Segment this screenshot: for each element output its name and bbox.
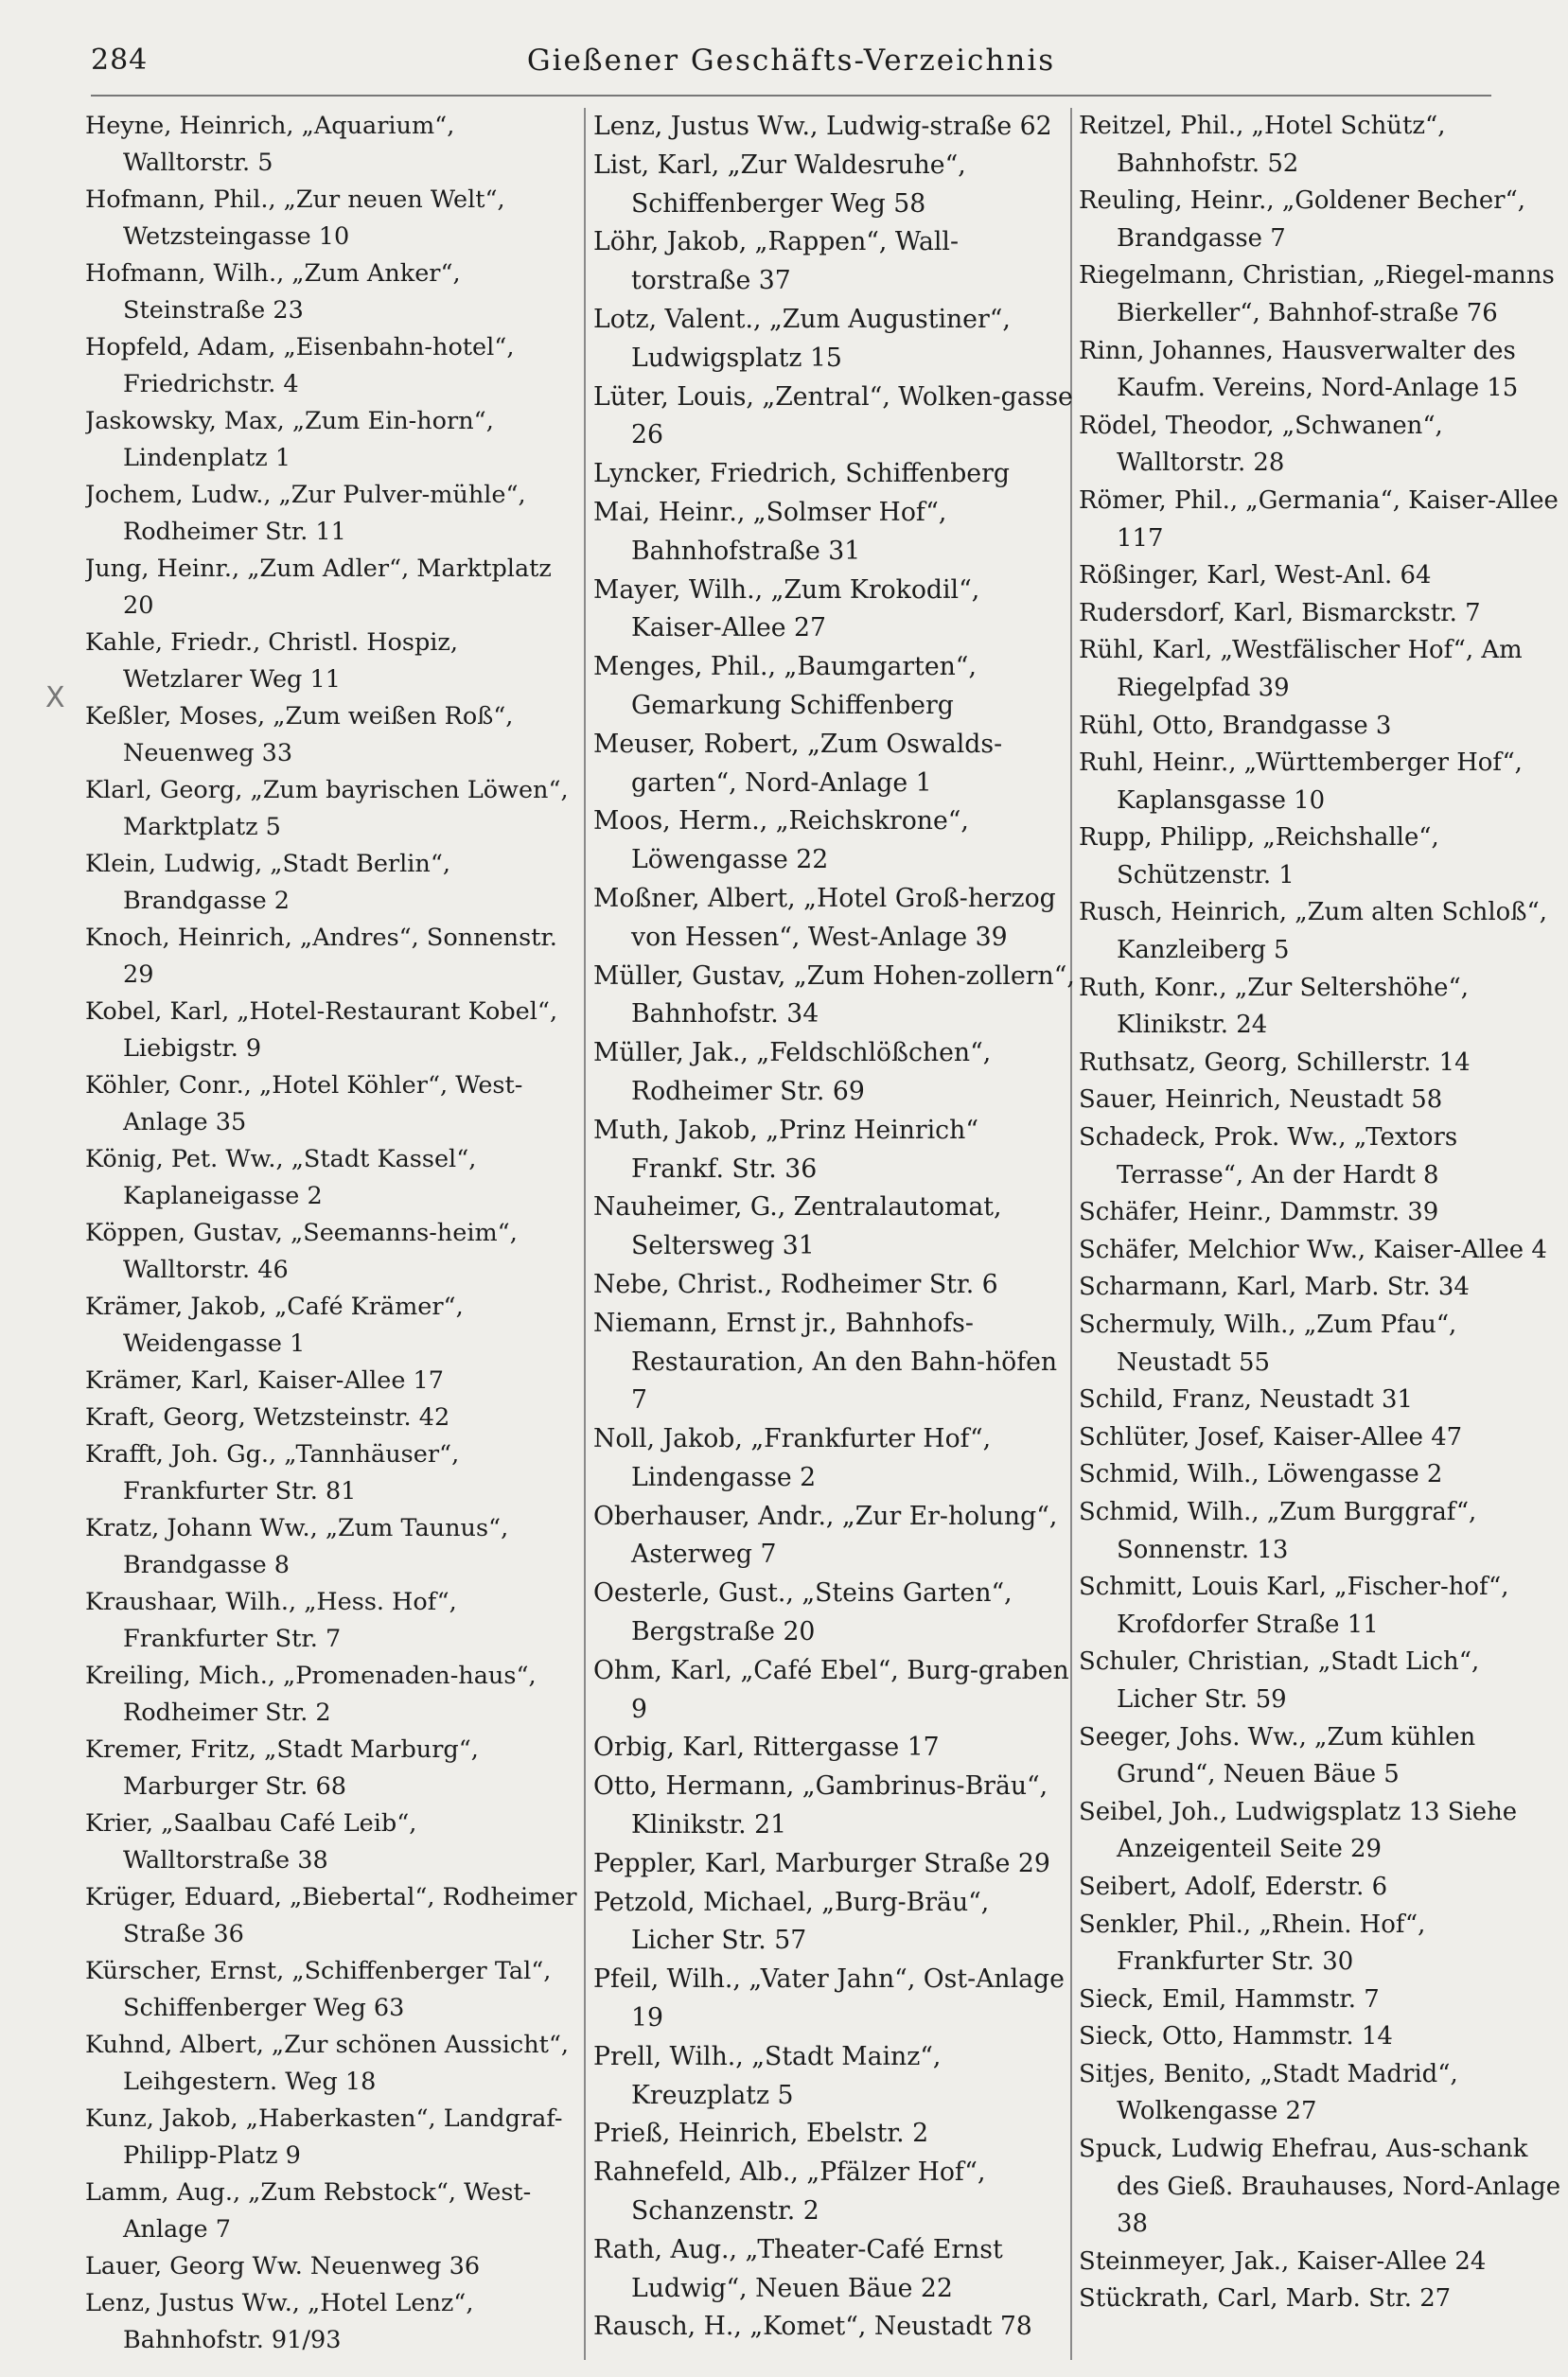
directory-entry: Schuler, Christian, „Stadt Lich“, Licher Str. 59 [1079, 1647, 1480, 1714]
directory-entry: Rödel, Theodor, „Schwanen“, Walltorstr. 28 [1079, 411, 1443, 478]
directory-entry: Rühl, Otto, Brandgasse 3 [1079, 711, 1392, 740]
directory-entry: Krämer, Jakob, „Café Krämer“, Weidengasse 1 [85, 1293, 464, 1358]
directory-entry: Seeger, Johs. Ww., „Zum kühlen Grund“, Neuen Bäue 5 [1079, 1722, 1476, 1789]
directory-entry: Löhr, Jakob, „Rappen“, Wall-torstraße 37 [593, 227, 959, 296]
directory-entry: Rinn, Johannes, Hausverwalter des Kaufm. Vereins, Nord-Anlage 15 [1079, 336, 1519, 403]
directory-entry: Petzold, Michael, „Burg-Bräu“, Licher Str. 57 [593, 1887, 990, 1956]
directory-entry: Mayer, Wilh., „Zum Krokodil“, Kaiser-Allee 27 [593, 574, 980, 643]
directory-entry: Ruth, Konr., „Zur Seltershöhe“, Klinikstr. 24 [1079, 973, 1469, 1040]
directory-entry: Riegelmann, Christian, „Riegel-manns Bierkeller“, Bahnhof-straße 76 [1079, 261, 1555, 327]
directory-entry: Hofmann, Phil., „Zur neuen Welt“, Wetzsteingasse 10 [85, 185, 505, 251]
directory-entry: Rupp, Philipp, „Reichshalle“, Schützenstr. 1 [1079, 823, 1439, 889]
directory-entry: Scharmann, Karl, Marb. Str. 34 [1079, 1273, 1470, 1302]
margin-mark: X [45, 681, 65, 714]
directory-entry: Ohm, Karl, „Café Ebel“, Burg-graben 9 [593, 1655, 1069, 1724]
directory-entry: Oberhauser, Andr., „Zur Er-holung“, Asterweg 7 [593, 1501, 1058, 1570]
directory-entry: Muth, Jakob, „Prinz Heinrich“ Frankf. Str. 36 [593, 1115, 978, 1184]
column-divider [584, 108, 586, 2360]
directory-entry: Sieck, Otto, Hammstr. 14 [1079, 2022, 1393, 2051]
page-number: 284 [91, 44, 149, 77]
directory-entry: Otto, Hermann, „Gambrinus-Bräu“, Klinikstr. 21 [593, 1771, 1048, 1840]
directory-entry: Krämer, Karl, Kaiser-Allee 17 [85, 1366, 444, 1395]
directory-entry: Kremer, Fritz, „Stadt Marburg“, Marburger Str. 68 [85, 1735, 479, 1801]
directory-entry: Kuhnd, Albert, „Zur schönen Aussicht“, Leihgestern. Weg 18 [85, 2031, 570, 2096]
page-header [91, 40, 1491, 87]
directory-entry: Schäfer, Heinr., Dammstr. 39 [1079, 1198, 1439, 1227]
directory-entry: Sitjes, Benito, „Stadt Madrid“, Wolkengasse 27 [1079, 2059, 1458, 2126]
directory-entry: Spuck, Ludwig Ehefrau, Aus-schank des Gieß. Brauhauses, Nord-Anlage 38 [1079, 2135, 1561, 2239]
directory-entry: Rühl, Karl, „Westfälischer Hof“, Am Riegelpfad 39 [1079, 636, 1523, 702]
directory-entry: Lauer, Georg Ww. Neuenweg 36 [85, 2252, 481, 2280]
directory-entry: Schmitt, Louis Karl, „Fischer-hof“, Krofdorfer Straße 11 [1079, 1573, 1509, 1639]
directory-entry: Lamm, Aug., „Zum Rebstock“, West-Anlage 7 [85, 2178, 532, 2244]
directory-column-1 [85, 108, 577, 2369]
directory-entry: Jochem, Ludw., „Zur Pulver-mühle“, Rodheimer Str. 11 [85, 481, 526, 546]
directory-entry: List, Karl, „Zur Waldesruhe“, Schiffenberger Weg 58 [593, 150, 966, 219]
directory-column-2 [593, 108, 1076, 2369]
directory-entry: Rahnefeld, Alb., „Pfälzer Hof“, Schanzenstr. 2 [593, 2157, 986, 2227]
directory-entry: Jung, Heinr., „Zum Adler“, Marktplatz 20 [85, 555, 552, 620]
directory-entry: Heyne, Heinrich, „Aquarium“, Walltorstr. 5 [85, 112, 455, 177]
directory-entry: Noll, Jakob, „Frankfurter Hof“, Lindengasse 2 [593, 1424, 992, 1492]
directory-entry: Müller, Gustav, „Zum Hohen-zollern“, Bahnhofstr. 34 [593, 960, 1075, 1030]
directory-entry: Klein, Ludwig, „Stadt Berlin“, Brandgasse 2 [85, 850, 450, 915]
directory-entry: Prell, Wilh., „Stadt Mainz“, Kreuzplatz 5 [593, 2041, 942, 2110]
directory-entry: Krüger, Eduard, „Biebertal“, Rodheimer Straße 36 [85, 1883, 577, 1948]
directory-column-3 [1079, 108, 1561, 2369]
directory-entry: Kobel, Karl, „Hotel-Restaurant Kobel“, Liebigstr. 9 [85, 997, 558, 1063]
directory-entry: Köppen, Gustav, „Seemanns-heim“, Walltorstr. 46 [85, 1219, 518, 1284]
directory-entry: Reitzel, Phil., „Hotel Schütz“, Bahnhofstr. 52 [1079, 112, 1446, 178]
directory-entry: Schäfer, Melchior Ww., Kaiser-Allee 4 [1079, 1235, 1547, 1264]
directory-entry: Reuling, Heinr., „Goldener Becher“, Brandgasse 7 [1079, 186, 1525, 253]
directory-entry: Lyncker, Friedrich, Schiffenberg [593, 459, 1010, 489]
directory-entry: Rausch, H., „Komet“, Neustadt 78 [593, 2312, 1032, 2342]
directory-entry: Meuser, Robert, „Zum Oswalds-garten“, Nord-Anlage 1 [593, 729, 1003, 798]
header-rule [91, 95, 1491, 97]
running-title: Gießener Geschäfts-Verzeichnis [526, 44, 1056, 78]
directory-entry: Niemann, Ernst jr., Bahnhofs-Restauration, An den Bahn-höfen 7 [593, 1308, 1058, 1416]
directory-entry: Lenz, Justus Ww., „Hotel Lenz“, Bahnhofstr. 91/93 [85, 2289, 474, 2354]
directory-entry: Schmid, Wilh., „Zum Burggraf“, Sonnenstr. 13 [1079, 1497, 1477, 1564]
directory-entry: Nebe, Christ., Rodheimer Str. 6 [593, 1269, 998, 1299]
directory-entry: Schild, Franz, Neustadt 31 [1079, 1385, 1413, 1415]
directory-entry: Hofmann, Wilh., „Zum Anker“, Steinstraße 23 [85, 259, 461, 325]
directory-entry: Römer, Phil., „Germania“, Kaiser-Allee 117 [1079, 485, 1559, 553]
directory-entry: Menges, Phil., „Baumgarten“, Gemarkung Schiffenberg [593, 652, 977, 720]
directory-entry: Lüter, Louis, „Zentral“, Wolken-gasse 26 [593, 381, 1073, 450]
directory-entry: Schermuly, Wilh., „Zum Pfau“, Neustadt 55 [1079, 1311, 1457, 1377]
directory-entry: Lotz, Valent., „Zum Augustiner“, Ludwigsplatz 15 [593, 304, 1011, 373]
directory-entry: Schlüter, Josef, Kaiser-Allee 47 [1079, 1422, 1463, 1452]
directory-entry: Senkler, Phil., „Rhein. Hof“, Frankfurter Str. 30 [1079, 1910, 1426, 1977]
directory-entry: Jaskowsky, Max, „Zum Ein-horn“, Lindenplatz 1 [85, 407, 494, 472]
directory-entry: Rößinger, Karl, West-Anl. 64 [1079, 561, 1432, 590]
directory-entry: Lenz, Justus Ww., Ludwig-straße 62 [593, 112, 1052, 141]
directory-entry: Nauheimer, G., Zentralautomat, Seltersweg 31 [593, 1192, 1002, 1261]
directory-entry: Sauer, Heinrich, Neustadt 58 [1079, 1085, 1443, 1115]
directory-entry: Köhler, Conr., „Hotel Köhler“, West-Anlage 35 [85, 1071, 523, 1136]
directory-entry: Stückrath, Carl, Marb. Str. 27 [1079, 2284, 1452, 2314]
directory-entry: Krier, „Saalbau Café Leib“, Walltorstraße 38 [85, 1809, 417, 1875]
directory-entry: Peppler, Karl, Marburger Straße 29 [593, 1848, 1050, 1878]
directory-entry: Kreiling, Mich., „Promenaden-haus“, Rodheimer Str. 2 [85, 1662, 537, 1727]
directory-entry: Steinmeyer, Jak., Kaiser-Allee 24 [1079, 2246, 1487, 2276]
directory-entry: Keßler, Moses, „Zum weißen Roß“, Neuenweg 33 [85, 702, 514, 767]
directory-entry: Kahle, Friedr., Christl. Hospiz, Wetzlarer Weg 11 [85, 628, 458, 694]
directory-entry: Ruhl, Heinr., „Württemberger Hof“, Kaplansgasse 10 [1079, 748, 1523, 815]
directory-entry: Prieß, Heinrich, Ebelstr. 2 [593, 2119, 929, 2149]
directory-entry: Seibel, Joh., Ludwigsplatz 13 Siehe Anzeigenteil Seite 29 [1079, 1797, 1518, 1864]
directory-entry: Kraushaar, Wilh., „Hess. Hof“, Frankfurter Str. 7 [85, 1588, 457, 1653]
directory-entry: Orbig, Karl, Rittergasse 17 [593, 1733, 940, 1763]
directory-entry: Rath, Aug., „Theater-Café Ernst Ludwig“, Neuen Bäue 22 [593, 2234, 1003, 2303]
directory-entry: Schmid, Wilh., Löwengasse 2 [1079, 1460, 1443, 1489]
directory-entry: Oesterle, Gust., „Steins Garten“, Bergstraße 20 [593, 1578, 1013, 1647]
directory-entry: Krafft, Joh. Gg., „Tannhäuser“, Frankfurter Str. 81 [85, 1440, 460, 1505]
directory-entry: Sieck, Emil, Hammstr. 7 [1079, 1984, 1380, 2014]
directory-entry: Ruthsatz, Georg, Schillerstr. 14 [1079, 1048, 1471, 1077]
directory-entry: Kratz, Johann Ww., „Zum Taunus“, Brandgasse 8 [85, 1514, 509, 1579]
directory-entry: Kunz, Jakob, „Haberkasten“, Landgraf-Philipp-Platz 9 [85, 2104, 563, 2170]
directory-entry: Moßner, Albert, „Hotel Groß-herzog von Hessen“, West-Anlage 39 [593, 883, 1056, 952]
directory-entry: Pfeil, Wilh., „Vater Jahn“, Ost-Anlage 19 [593, 1964, 1065, 2034]
directory-entry: Schadeck, Prok. Ww., „Textors Terrasse“, An der Hardt 8 [1079, 1123, 1458, 1189]
directory-entry: Knoch, Heinrich, „Andres“, Sonnenstr. 29 [85, 924, 557, 989]
directory-entry: Moos, Herm., „Reichskrone“, Löwengasse 22 [593, 806, 969, 875]
directory-entry: Kürscher, Ernst, „Schiffenberger Tal“, Schiffenberger Weg 63 [85, 1957, 552, 2022]
directory-entry: Seibert, Adolf, Ederstr. 6 [1079, 1872, 1388, 1901]
directory-entry: Müller, Jak., „Feldschlößchen“, Rodheimer Str. 69 [593, 1038, 992, 1106]
directory-entry: König, Pet. Ww., „Stadt Kassel“, Kaplaneigasse 2 [85, 1145, 477, 1210]
directory-entry: Rusch, Heinrich, „Zum alten Schloß“, Kanzleiberg 5 [1079, 898, 1547, 965]
directory-entry: Klarl, Georg, „Zum bayrischen Löwen“, Marktplatz 5 [85, 776, 569, 841]
directory-entry: Mai, Heinr., „Solmser Hof“, Bahnhofstraße 31 [593, 497, 947, 566]
directory-entry: Kraft, Georg, Wetzsteinstr. 42 [85, 1403, 450, 1432]
directory-entry: Rudersdorf, Karl, Bismarckstr. 7 [1079, 598, 1481, 627]
directory-entry: Hopfeld, Adam, „Eisenbahn-hotel“, Friedrichstr. 4 [85, 333, 515, 398]
